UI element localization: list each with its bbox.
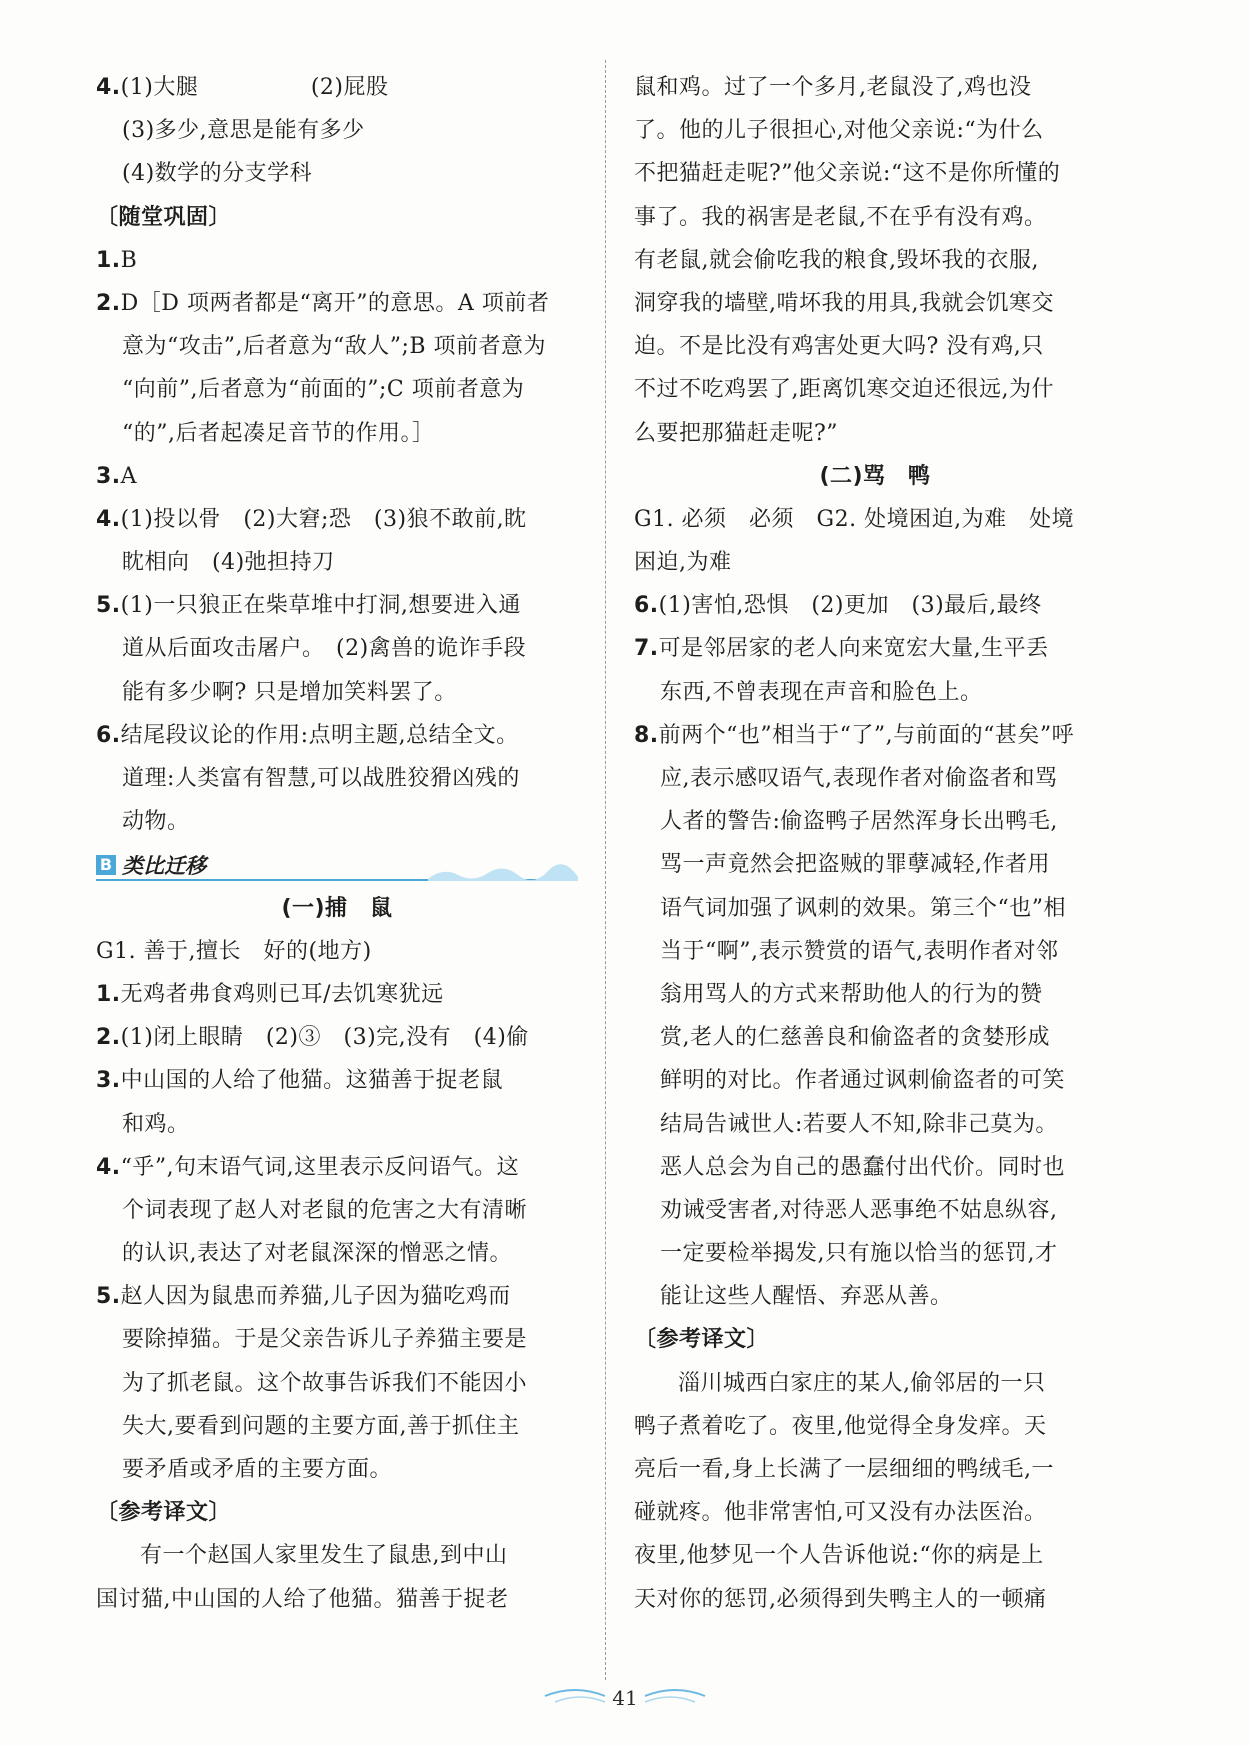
line-text: 夜里,他梦见一个人告诉他说:“你的病是上 <box>634 1543 1044 1569</box>
line-text: 要矛盾或矛盾的主要方面。 <box>122 1457 393 1482</box>
line-text: 结尾段议论的作用:点明主题,总结全文。 <box>120 722 519 748</box>
line-text: 前两个“也”相当于“了”,与前面的“甚矣”呼 <box>658 722 1075 748</box>
line-text: (二)骂 鸭 <box>819 463 931 489</box>
text-line <box>96 1232 578 1275</box>
line-text: G1. 善于,擅长 好的(地方) <box>96 938 372 964</box>
item-number: 3. <box>96 463 121 489</box>
item-number: 5. <box>96 593 121 619</box>
text-line <box>634 1491 1116 1534</box>
line-text: 赏,老人的仁慈善良和偷盗者的贪婪形成 <box>660 1025 1050 1051</box>
line-text: 应,表示感叹语气,表现作者对偷盗者和骂 <box>660 766 1058 791</box>
line-text: 困迫,为难 <box>634 550 732 576</box>
line-text: 骂一声竟然会把盗贼的罪孽减轻,作者用 <box>660 852 1050 878</box>
line-text: 么要把那猫赶走呢?” <box>634 420 839 446</box>
text-line <box>634 1232 1116 1275</box>
text-line <box>96 1362 578 1405</box>
column-divider <box>605 60 606 1680</box>
line-text: (1)害怕,恐惧 (2)更加 (3)最后,最终 <box>658 593 1042 619</box>
item-number: 3. <box>96 1068 121 1094</box>
line-text: 当于“啊”,表示赞赏的语气,表明作者对邻 <box>660 938 1059 964</box>
right-column <box>634 66 1116 1621</box>
text-line <box>96 1059 578 1102</box>
line-text: (1)大腿 (2)屁股 <box>120 75 389 100</box>
text-line <box>634 1578 1116 1621</box>
text-line <box>634 152 1116 195</box>
line-text: D［D 项两者都是“离开”的意思。A 项前者 <box>120 290 550 316</box>
text-line <box>96 1103 578 1146</box>
line-text: 能让这些人醒悟、弃恶从善。 <box>660 1284 953 1310</box>
line-text: B <box>120 247 138 273</box>
text-line <box>96 325 578 368</box>
text-line <box>634 1405 1116 1448</box>
text-line <box>96 930 578 973</box>
line-text: 翁用骂人的方式来帮助他人的行为的赞 <box>660 981 1043 1007</box>
text-line <box>634 1103 1116 1146</box>
line-text: G1. 必须 必须 G2. 处境困迫,为难 处境 <box>634 506 1075 532</box>
text-line <box>634 109 1116 152</box>
text-line <box>634 1016 1116 1059</box>
item-number: 5. <box>96 1284 121 1310</box>
line-text: “向前”,后者意为“前面的”;C 项前者意为 <box>122 377 525 403</box>
left-column <box>96 66 578 1621</box>
line-text: 亮后一看,身上长满了一层细细的鸭绒毛,一 <box>634 1457 1054 1482</box>
text-line <box>634 1189 1116 1232</box>
text-line <box>96 800 578 843</box>
text-line <box>634 671 1116 714</box>
text-line <box>634 930 1116 973</box>
line-text: 无鸡者弗食鸡则已耳/去饥寒犹远 <box>120 981 444 1007</box>
line-text: 意为“攻击”,后者意为“敌人”;B 项前者意为 <box>122 334 547 360</box>
line-text: 鼠和鸡。过了一个多月,老鼠没了,鸡也没 <box>634 75 1032 100</box>
line-text: 人者的警告:偷盗鸭子居然浑身长出鸭毛, <box>660 809 1058 835</box>
line-text: 赵人因为鼠患而养猫,儿子因为猫吃鸡而 <box>120 1284 511 1310</box>
line-text: 中山国的人给了他猫。这猫善于捉老鼠 <box>120 1068 504 1094</box>
line-text: (一)捕 鼠 <box>281 895 393 921</box>
line-text: 可是邻居家的老人向来宽宏大量,生平丢 <box>658 636 1049 662</box>
page-number: 41 <box>612 1686 638 1710</box>
text-line <box>634 1534 1116 1577</box>
line-text: 事了。我的祸害是老鼠,不在乎有没有鸡。 <box>634 204 1047 230</box>
item-number: 4. <box>96 506 121 532</box>
text-line <box>96 1189 578 1232</box>
line-text: 失大,要看到问题的主要方面,善于抓住主 <box>122 1413 520 1439</box>
line-text: 道理:人类富有智慧,可以战胜狡猾凶残的 <box>122 766 520 791</box>
item-number: 2. <box>96 290 121 316</box>
line-text: 和鸡。 <box>122 1111 190 1137</box>
text-line <box>634 1059 1116 1102</box>
line-text: 一定要检举揭发,只有施以恰当的惩罚,才 <box>660 1241 1058 1267</box>
text-line <box>96 1405 578 1448</box>
text-line <box>96 1448 578 1491</box>
line-text: 恶人总会为自己的愚蠢付出代价。同时也 <box>660 1154 1066 1180</box>
text-line <box>634 1448 1116 1491</box>
text-line <box>96 368 578 411</box>
text-line <box>96 109 578 152</box>
line-text: 有一个赵国人家里发生了鼠患,到中山 <box>140 1543 508 1569</box>
line-text: 道从后面攻击屠户。 (2)禽兽的诡诈手段 <box>122 636 527 662</box>
banner-title: 类比迁移 <box>122 853 206 878</box>
item-number: 2. <box>96 1025 121 1051</box>
line-text: 洞穿我的墙壁,啃坏我的用具,我就会饥寒交 <box>634 290 1054 316</box>
text-line <box>96 584 578 627</box>
line-text: 〔参考译文〕 <box>634 1327 770 1353</box>
line-text: 眈相向 (4)弛担持刀 <box>122 550 335 576</box>
text-line <box>634 412 1116 455</box>
text-line <box>634 584 1116 627</box>
text-line <box>96 1275 578 1318</box>
text-line <box>96 66 578 109</box>
line-text: 鸭子煮着吃了。夜里,他觉得全身发痒。天 <box>634 1413 1047 1439</box>
line-text: 迫。不是比没有鸡害处更大吗? 没有鸡,只 <box>634 334 1044 360</box>
item-number: 8. <box>634 722 659 748</box>
item-number: 1. <box>96 981 121 1007</box>
banner-tag: B <box>96 855 116 875</box>
line-text: 个词表现了赵人对老鼠的危害之大有清晰 <box>122 1197 528 1223</box>
text-line <box>96 973 578 1016</box>
line-text: 有老鼠,就会偷吃我的粮食,毁坏我的衣服, <box>634 247 1039 273</box>
item-number: 7. <box>634 636 659 662</box>
text-line <box>96 1318 578 1361</box>
section-banner <box>96 843 578 886</box>
text-line <box>634 1146 1116 1189</box>
subsection-title <box>634 455 1116 498</box>
text-line <box>634 368 1116 411</box>
line-text: 了。他的儿子很担心,对他父亲说:“为什么 <box>634 118 1044 144</box>
text-line <box>96 627 578 670</box>
text-line <box>96 671 578 714</box>
text-line <box>634 843 1116 886</box>
text-line <box>96 412 578 455</box>
text-line <box>634 498 1116 541</box>
line-text: A <box>120 463 138 489</box>
text-line <box>96 239 578 282</box>
text-line <box>634 973 1116 1016</box>
text-line <box>634 800 1116 843</box>
text-line <box>634 66 1116 109</box>
line-text: 东西,不曾表现在声音和脸色上。 <box>660 679 983 705</box>
text-line <box>96 757 578 800</box>
line-text: “的”,后者起凑足音节的作用。］ <box>122 420 435 446</box>
section-heading <box>634 1318 1116 1361</box>
line-text: 〔随堂巩固〕 <box>96 204 232 230</box>
line-text: 为了抓老鼠。这个故事告诉我们不能因小 <box>122 1370 528 1396</box>
line-text: “乎”,句末语气词,这里表示反问语气。这 <box>120 1154 520 1180</box>
line-text: 不过不吃鸡罢了,距离饥寒交迫还很远,为什 <box>634 377 1054 403</box>
line-text: (3)多少,意思是能有多少 <box>122 118 365 144</box>
item-number: 6. <box>96 722 121 748</box>
line-text: 能有多少啊? 只是增加笑料罢了。 <box>122 679 457 705</box>
line-text: (1)闭上眼睛 (2)③ (3)完,没有 (4)偷 <box>120 1025 529 1051</box>
line-text: 碰就疼。他非常害怕,可又没有办法医治。 <box>634 1500 1047 1526</box>
item-number: 4. <box>96 1154 121 1180</box>
banner-wave-decoration <box>428 863 578 881</box>
item-number: 4. <box>96 75 121 100</box>
text-line <box>96 541 578 584</box>
text-line <box>96 714 578 757</box>
line-text: 国讨猫,中山国的人给了他猫。猫善于捉老 <box>96 1586 509 1612</box>
item-number: 6. <box>634 593 659 619</box>
text-line <box>634 1275 1116 1318</box>
line-text: 鲜明的对比。作者通过讽刺偷盗者的可笑 <box>660 1068 1066 1094</box>
text-line <box>96 1016 578 1059</box>
section-heading <box>96 1491 578 1534</box>
text-line <box>634 541 1116 584</box>
section-heading <box>96 196 578 239</box>
text-line <box>634 1362 1116 1405</box>
line-text: 的认识,表达了对老鼠深深的憎恶之情。 <box>122 1241 512 1267</box>
text-line <box>634 196 1116 239</box>
line-text: 动物。 <box>122 809 190 835</box>
text-line <box>634 282 1116 325</box>
text-line <box>96 282 578 325</box>
line-text: 不把猫赶走呢?”他父亲说:“这不是你所懂的 <box>634 161 1061 187</box>
text-line <box>634 627 1116 670</box>
line-text: 天对你的惩罚,必须得到失鸭主人的一顿痛 <box>634 1586 1047 1612</box>
line-text: (1)投以骨 (2)大窘;恐 (3)狼不敢前,眈 <box>120 506 527 532</box>
line-text: 劝诫受害者,对待恶人恶事绝不姑息纵容, <box>660 1197 1058 1223</box>
subsection-title <box>96 887 578 930</box>
text-line <box>634 714 1116 757</box>
line-text: 语气词加强了讽刺的效果。第三个“也”相 <box>660 895 1066 921</box>
line-text: 结局告诫世人:若要人不知,除非己莫为。 <box>660 1111 1058 1137</box>
line-text: 要除掉猫。于是父亲告诉儿子养猫主要是 <box>122 1327 528 1353</box>
text-line <box>96 1146 578 1189</box>
text-line <box>96 1534 578 1577</box>
text-line <box>634 239 1116 282</box>
text-line <box>96 455 578 498</box>
text-line <box>96 498 578 541</box>
text-line <box>96 1578 578 1621</box>
line-text: (4)数学的分支学科 <box>122 161 313 187</box>
item-number: 1. <box>96 247 121 273</box>
text-line <box>634 757 1116 800</box>
line-text: (1)一只狼正在柴草堆中打洞,想要进入通 <box>120 593 521 619</box>
text-line <box>634 887 1116 930</box>
text-line <box>634 325 1116 368</box>
text-line <box>96 152 578 195</box>
line-text: 〔参考译文〕 <box>96 1500 232 1526</box>
line-text: 淄川城西白家庄的某人,偷邻居的一只 <box>678 1370 1046 1396</box>
